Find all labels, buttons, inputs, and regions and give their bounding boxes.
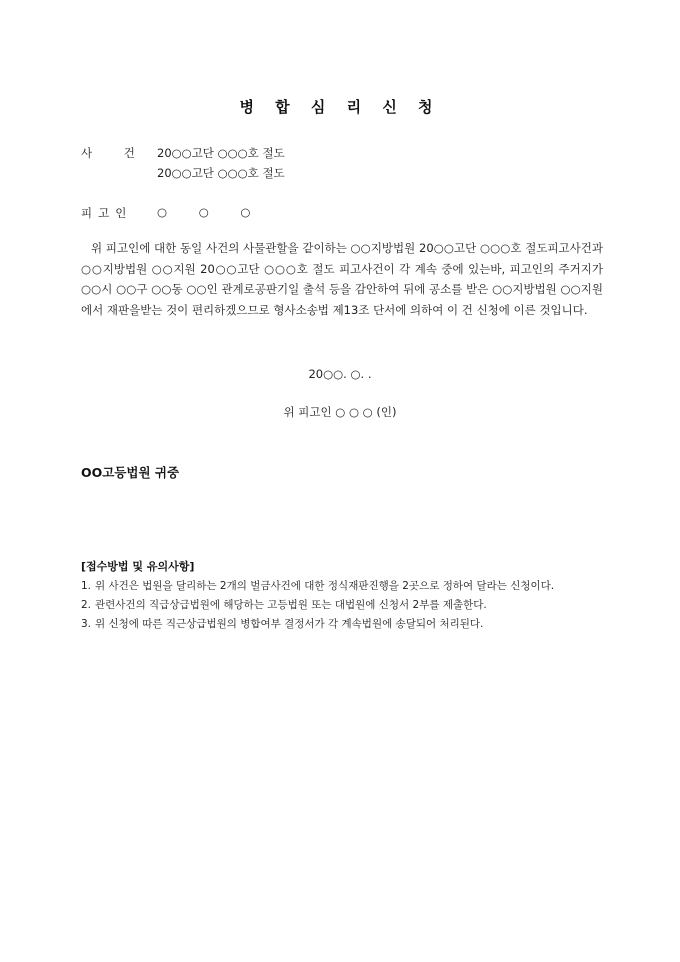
signature-line: 위 피고인 ○ ○ ○ (인) bbox=[283, 405, 397, 419]
application-date: 20○○. ○. . bbox=[308, 367, 372, 381]
case-number-2: 20○○고단 ○○○호 절도 bbox=[157, 166, 285, 180]
note-item: 3. 위 신청에 따른 직근상급법원의 병합여부 결정서가 각 계속법원에 송달되어 처리된다. bbox=[81, 618, 484, 630]
case-number-1: 20○○고단 ○○○호 절도 bbox=[157, 146, 285, 160]
note-item: 1. 위 사건은 법원을 달리하는 2개의 벌금사건에 대한 정식재판진행을 2곳으로 정하여 달라는 신청이다. bbox=[81, 580, 555, 592]
notes-list bbox=[81, 577, 603, 634]
defendant-label: 피고인 bbox=[81, 206, 133, 220]
defendant-name: ○ ○ ○ bbox=[157, 205, 265, 219]
note-item: 2. 관련사건의 직급상급법원에 해당하는 고등법원 또는 대법원에 신청서 2부를 제출한다. bbox=[81, 599, 487, 611]
document-title: 병 합 심 리 신 청 bbox=[239, 98, 441, 116]
case-label: 사 건 bbox=[81, 146, 149, 160]
addressee-court: OO고등법원 귀중 bbox=[81, 465, 180, 480]
application-body: 위 피고인에 대한 동일 사건의 사물관할을 같이하는 ○○지방법원 20○○고단 ○○○호 절도피고사건과 ○○지방법원 ○○지원 20○○고단 ○○○호 절도 피고사건이 각 계속 중에 있는바, 피고인의 주거지가 ○○시 ○○구 ○○동 ○○인 관계로공판기일 출석 등을 감안하여 뒤에 공소를 받은 ○○지방법원 ○○지원에서 재판을받는 것이 편리하겠으므로 형사소송법 제13조 단서에 의하여 이 건 신청에 이른 것입니다. bbox=[81, 241, 603, 317]
notes-heading: [접수방법 및 유의사항] bbox=[81, 560, 195, 573]
